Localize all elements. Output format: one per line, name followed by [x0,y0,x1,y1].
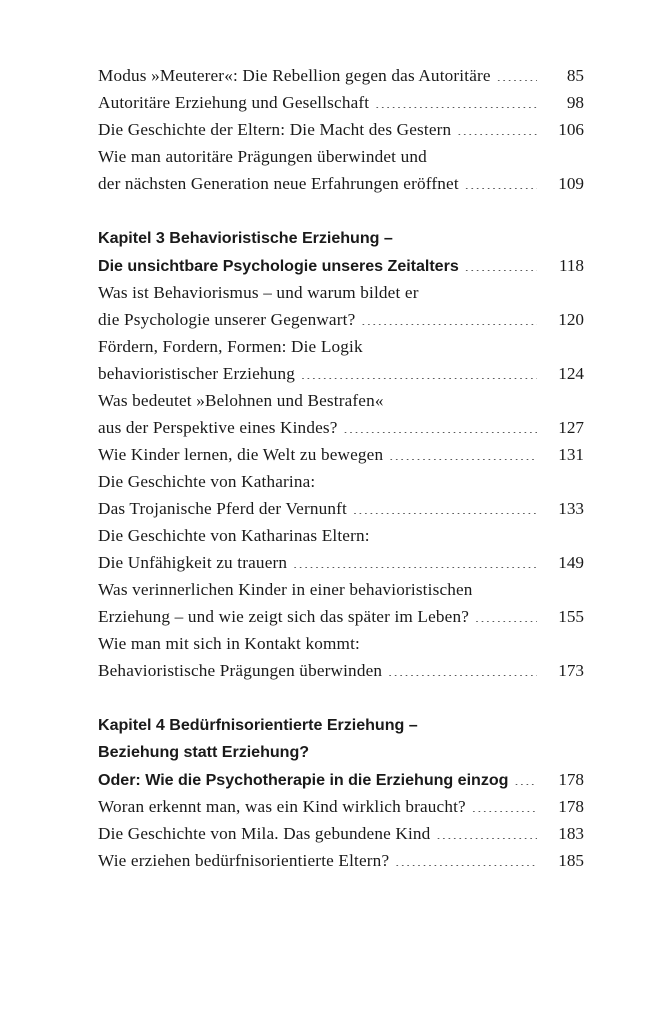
section-spacer [98,684,584,712]
toc-entry[interactable] [98,360,584,387]
toc-section [98,712,584,874]
toc-entry[interactable] [98,820,584,847]
dot-leader [361,309,537,325]
toc-chapter-entry[interactable] [98,766,584,793]
toc-entry[interactable] [98,116,584,143]
toc-entry-title: Die Geschichte von Mila. Das gebundene Kind [98,824,431,843]
toc-page-number: 124 [558,364,584,383]
toc-entry-title: Was bedeutet »Belohnen und Bestrafen« [98,391,384,410]
toc-entry[interactable] [98,387,584,414]
toc-entry-title: Woran erkennt man, was ein Kind wirklich braucht? [98,797,466,816]
toc-page-number: 133 [558,499,584,518]
toc-entry-title: Fördern, Fordern, Formen: Die Logik [98,337,363,356]
toc-entry-title: Kapitel 4 Bedürfnisorientierte Erziehung – [98,716,418,734]
dot-leader [436,823,537,839]
toc-entry-title: Was verinnerlichen Kinder in einer behavioristischen [98,580,473,599]
toc-entry[interactable] [98,657,584,684]
toc-section [98,62,584,197]
toc-chapter-entry[interactable] [98,712,584,739]
toc-entry[interactable] [98,630,584,657]
toc-entry-title: Kapitel 3 Behavioristische Erziehung – [98,229,393,247]
dot-leader [475,606,537,622]
dot-leader [457,119,537,135]
toc-entry[interactable] [98,495,584,522]
toc-page-number: 183 [558,824,584,843]
toc-entry[interactable] [98,468,584,495]
toc-entry[interactable] [98,522,584,549]
dot-leader [497,65,537,81]
toc-section [98,225,584,684]
dot-leader [465,255,537,271]
toc-entry-title: Die Geschichte von Katharina: [98,472,316,491]
toc-page-number: 149 [558,553,584,572]
toc-entry-title: Wie man mit sich in Kontakt kommt: [98,634,360,653]
toc-entry-title: Was ist Behaviorismus – und warum bildet er [98,283,419,302]
toc-entry[interactable] [98,576,584,603]
toc-entry-title: Die Geschichte der Eltern: Die Macht des Gestern [98,120,452,139]
toc-entry-title: die Psychologie unserer Gegenwart? [98,310,356,329]
toc-entry[interactable] [98,89,584,116]
toc-entry[interactable] [98,549,584,576]
dot-leader [344,417,537,433]
toc-page-number: 178 [558,797,584,816]
section-spacer [98,197,584,225]
dot-leader [472,796,537,812]
dot-leader [395,850,537,866]
dot-leader [388,660,537,676]
dot-leader [375,92,537,108]
toc-entry-title: Die Unfähigkeit zu trauern [98,553,288,572]
toc-entry-title: Modus »Meuterer«: Die Rebellion gegen das Autoritäre [98,66,491,85]
toc-entry[interactable] [98,279,584,306]
toc-page-number: 127 [558,418,584,437]
toc-entry-title: Autoritäre Erziehung und Gesellschaft [98,93,370,112]
toc-entry[interactable] [98,306,584,333]
toc-entry-title: Wie Kinder lernen, die Welt zu bewegen [98,445,384,464]
toc-chapter-entry[interactable] [98,225,584,252]
toc-chapter-entry[interactable] [98,739,584,766]
toc-entry-title: Die Geschichte von Katharinas Eltern: [98,526,370,545]
toc-entry[interactable] [98,603,584,630]
dot-leader [353,498,537,514]
toc-entry[interactable] [98,62,584,89]
toc-entry-title: Oder: Wie die Psychotherapie in die Erziehung einzog [98,771,509,789]
table-of-contents [98,62,584,874]
dot-leader [293,552,537,568]
toc-page-number: 98 [566,93,584,112]
toc-entry-title: aus der Perspektive eines Kindes? [98,418,338,437]
toc-entry-title: Die unsichtbare Psychologie unseres Zeitalters [98,257,459,275]
toc-entry-title: Das Trojanische Pferd der Vernunft [98,499,347,518]
dot-leader [389,444,537,460]
toc-page-number: 85 [566,66,584,85]
toc-entry[interactable] [98,170,584,197]
dot-leader [301,363,537,379]
toc-chapter-entry[interactable] [98,252,584,279]
toc-entry-title: Beziehung statt Erziehung? [98,743,310,761]
toc-page-number: 131 [558,445,584,464]
dot-leader [514,769,537,785]
toc-entry[interactable] [98,143,584,170]
toc-entry-title: Wie man autoritäre Prägungen überwindet und [98,147,427,166]
toc-entry[interactable] [98,333,584,360]
toc-entry[interactable] [98,847,584,874]
toc-page-number: 109 [558,174,584,193]
toc-page-number: 155 [558,607,584,626]
toc-page-number: 185 [558,851,584,870]
toc-entry-title: behavioristischer Erziehung [98,364,295,383]
toc-page-number: 120 [558,310,584,329]
toc-page-number: 106 [558,120,584,139]
toc-entry-title: Behavioristische Prägungen überwinden [98,661,383,680]
toc-entry-title: Erziehung – und wie zeigt sich das später im Leben? [98,607,470,626]
toc-entry[interactable] [98,793,584,820]
toc-entry-title: Wie erziehen bedürfnisorientierte Eltern? [98,851,390,870]
toc-entry-title: der nächsten Generation neue Erfahrungen eröffnet [98,174,459,193]
dot-leader [465,173,537,189]
toc-page-number: 178 [558,770,584,789]
toc-page-number: 118 [558,256,584,275]
toc-page-number: 173 [558,661,584,680]
toc-entry[interactable] [98,441,584,468]
toc-entry[interactable] [98,414,584,441]
